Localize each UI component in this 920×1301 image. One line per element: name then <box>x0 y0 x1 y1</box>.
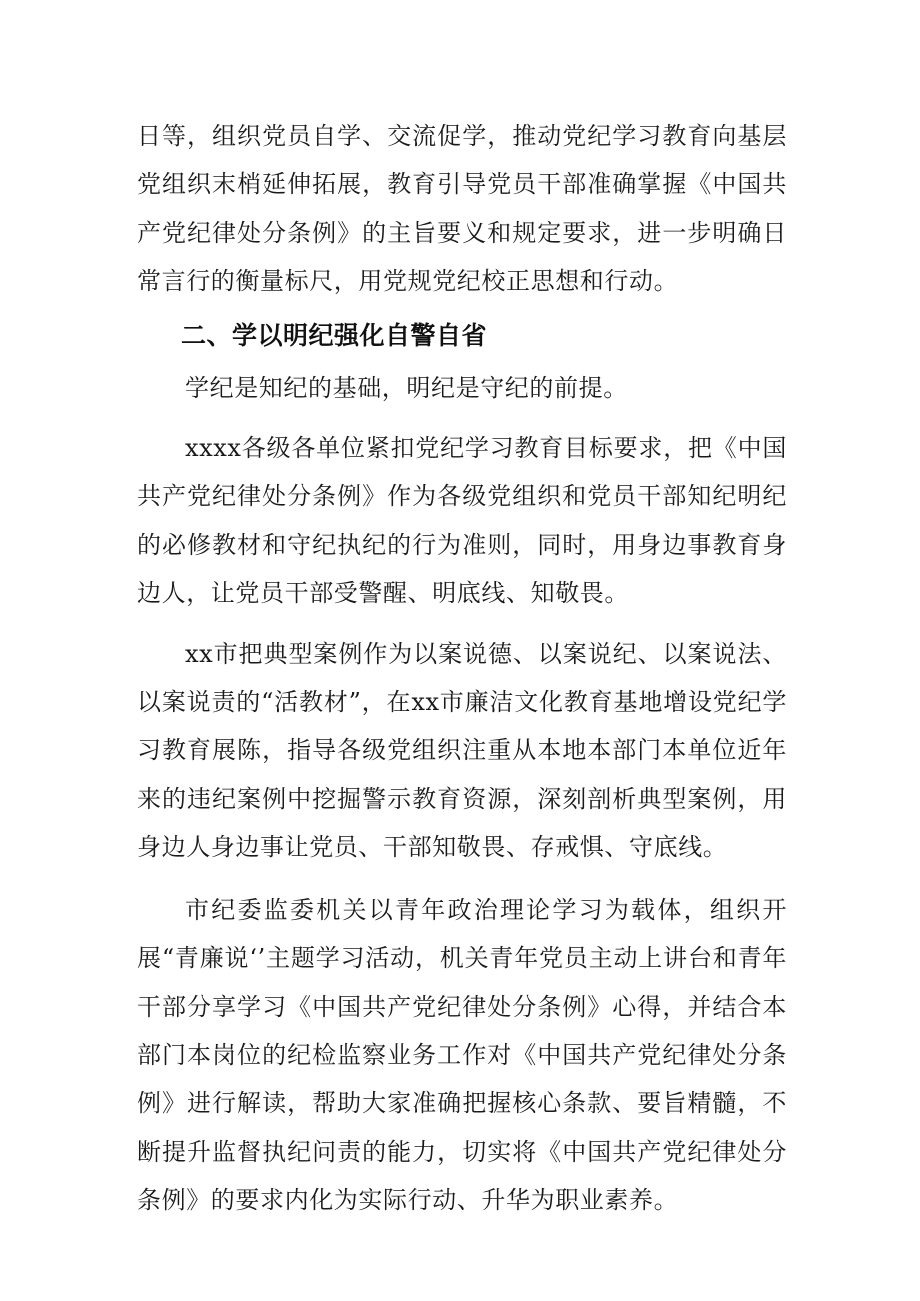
paragraph-youth-study: 市纪委监委机关以青年政治理论学习为载体，组织开展“青廉说‘’主题学习活动，机关青年党员主动上讲台和青年干部分享学习《中国共产党纪律处分条例》心得，并结合本部门本岗位的纪检监察业务工作对《中国共产党纪律处分条例》进行解读，帮助大家准确把握核心条款、要旨精髓，不断提升监督执纪问责的能力，切实将《中国共产党纪律处分条例》的要求内化为实际行动、升华为职业素养。 <box>137 895 787 1215</box>
section-heading: 二、学以明纪强化自警自省 <box>181 320 488 350</box>
paragraph-continued: 日等，组织党员自学、交流促学，推动党纪学习教育向基层党组织末梢延伸拓展，教育引导党员干部准确掌握《中国共产党纪律处分条例》的主旨要义和规定要求，进一步明确日常言行的衡量标尺，用党规党纪校正思想和行动。 <box>137 122 787 296</box>
document-body <box>137 112 787 1225</box>
paragraph-intro: 学纪是知纪的基础，明纪是守纪的前提。 <box>185 373 628 402</box>
paragraph-city-cases: xx市把典型案例作为以案说德、以案说纪、以案说法、以案说责的“活教材”，在xx市廉洁文化教育基地增设党纪学习教育展陈，指导各级党组织注重从本地本部门本单位近年来的违纪案例中挖掘警示教育资源，深刻剖析典型案例，用身边人身边事让党员、干部知敬畏、存戒惧、守底线。 <box>137 639 787 862</box>
paragraph-units: xxxx各级各单位紧扣党纪学习教育目标要求，把《中国共产党纪律处分条例》作为各级党组织和党员干部知纪明纪的必修教材和守纪执纪的行为准则，同时，用身边事教育身边人，让党员干部受警醒、明底线、知敬畏。 <box>137 434 787 608</box>
